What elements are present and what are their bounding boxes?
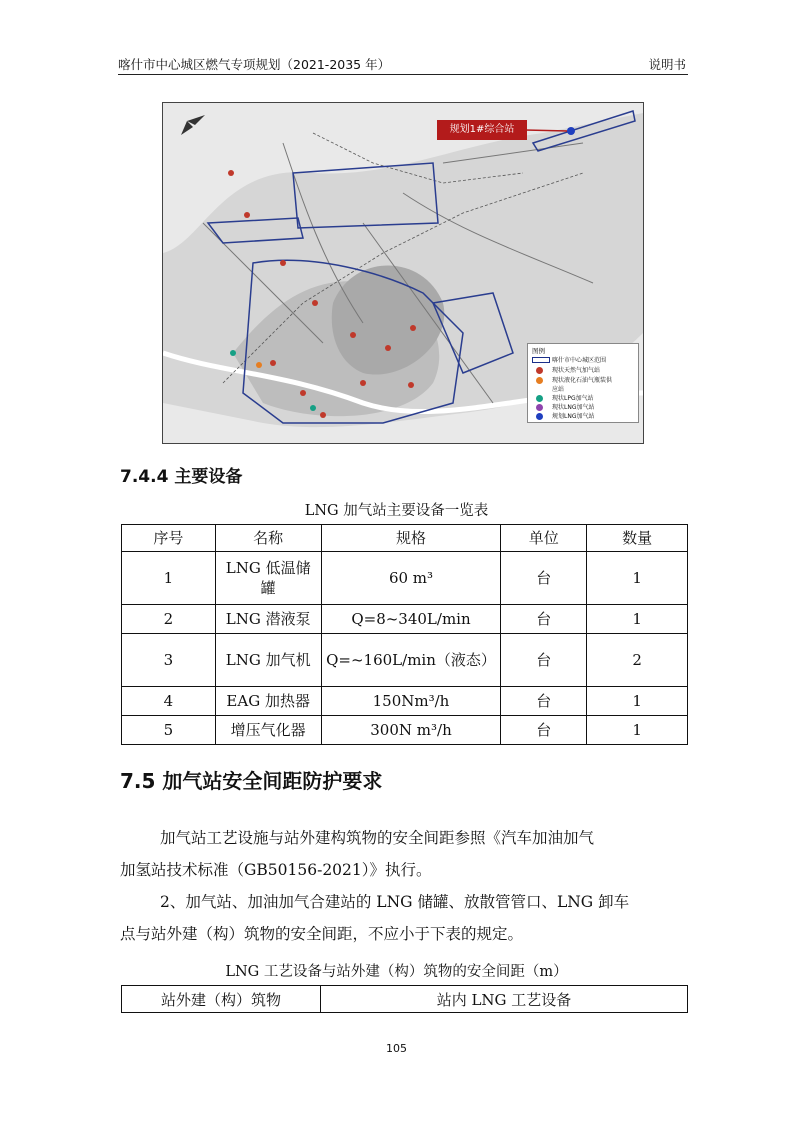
paragraph-2-line-1: 2、加气站、加油加气合建站的 LNG 储罐、放散管管口、LNG 卸车	[160, 893, 630, 911]
page-header	[118, 52, 688, 75]
col-header: 序号	[122, 525, 216, 552]
distance-table-caption: LNG 工艺设备与站外建（构）筑物的安全间距（m）	[225, 964, 568, 980]
legend-title: 图例	[532, 347, 545, 355]
equipment-table	[121, 524, 688, 745]
planning-map	[162, 102, 644, 444]
paragraph-2-line-2: 点与站外建（构）筑物的安全间距，不应小于下表的规定。	[120, 925, 524, 943]
legend-item: 现状天然气加气站	[532, 366, 636, 376]
cng-station-icon	[536, 367, 543, 374]
section-heading-744: 7.4.4 主要设备	[120, 467, 243, 487]
distance-table	[121, 985, 688, 1013]
equipment-table-caption: LNG 加气站主要设备一览表	[304, 503, 489, 519]
header-doc-type: 说明书	[648, 57, 686, 72]
col-header: 名称	[215, 525, 321, 552]
lpg-station-icon	[536, 395, 543, 402]
legend-item: 现状液化石油气瓶装供应站	[532, 376, 636, 394]
table-row: 2 LNG 潜液泵 Q=8~340L/min 台 1	[122, 605, 688, 634]
table-row: 4 EAG 加热器 150Nm³/h 台 1	[122, 687, 688, 716]
legend-item: 喀什市中心城区范围	[532, 356, 636, 366]
lng-station-icon	[536, 404, 543, 411]
col-header: 数量	[587, 525, 688, 552]
legend-item: 规划LNG加气站	[532, 412, 636, 422]
table-header-row	[122, 525, 688, 552]
col-header: 站内 LNG 工艺设备	[321, 986, 688, 1013]
map-callout-label: 规划1#综合站	[437, 120, 527, 140]
header-title: 喀什市中心城区燃气专项规划（2021-2035 年）	[118, 57, 391, 72]
paragraph-1-line-2: 加氢站技术标准（GB50156-2021）》执行。	[120, 861, 432, 879]
col-header: 单位	[501, 525, 587, 552]
legend-item: 现状LPG加气站	[532, 394, 636, 404]
col-header: 站外建（构）筑物	[122, 986, 321, 1013]
table-header-row	[122, 986, 688, 1013]
paragraph-1-line-1: 加气站工艺设施与站外建构筑物的安全间距参照《汽车加油加气	[160, 829, 595, 847]
planned-lng-station-icon	[536, 413, 543, 420]
table-row: 5 增压气化器 300N m³/h 台 1	[122, 716, 688, 745]
map-legend	[527, 343, 639, 423]
table-row: 3 LNG 加气机 Q=~160L/min（液态） 台 2	[122, 634, 688, 687]
table-row: 1 LNG 低温储罐 60 m³ 台 1	[122, 552, 688, 605]
col-header: 规格	[321, 525, 501, 552]
section-heading-75: 7.5 加气站安全间距防护要求	[120, 769, 383, 793]
page-number: 105	[386, 1042, 407, 1055]
legend-item: 现状LNG加气站	[532, 403, 636, 413]
legend-boundary-icon	[532, 357, 550, 363]
lpg-bottle-station-icon	[536, 377, 543, 384]
